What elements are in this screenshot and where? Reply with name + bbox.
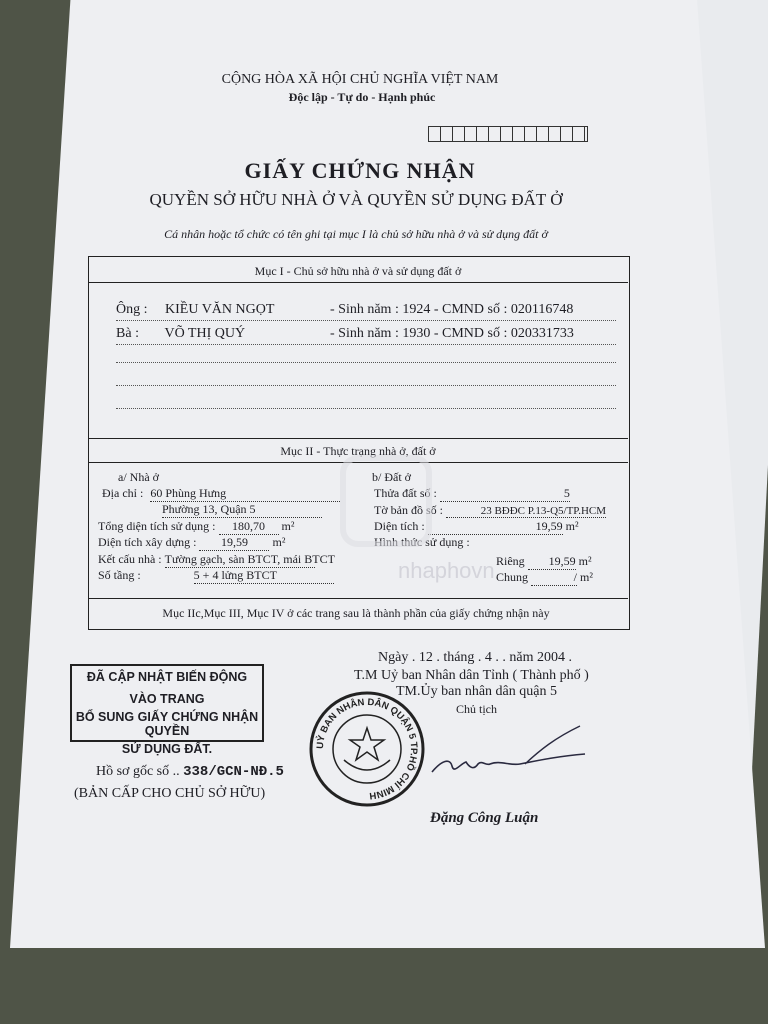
total-area-row: Tổng diện tích sử dụng : 180,70 m² [98, 519, 295, 533]
land-area-row: Diện tích : 19,59 m² [374, 519, 579, 533]
committee-line: T.M Uỷ ban Nhân dân Tỉnh ( Thành phố ) [354, 668, 589, 683]
watermark-text: nhaphovn [398, 558, 495, 583]
section-note: Mục IIc,Mục III, Mục IV ở các trang sau là thành phần của giấy chứng nhận này [162, 606, 550, 620]
owner1-ids: - Sinh năm : 1924 - CMND số : 020116748 [330, 302, 574, 317]
parcel-row: Thửa đất số : 5 [374, 486, 570, 500]
land-label: b/ Đất ở [372, 470, 412, 484]
certificate-subtitle: QUYỀN SỞ HỮU NHÀ Ở VÀ QUYỀN SỬ DỤNG ĐẤT Ở [149, 190, 563, 209]
section2-heading: Mục II - Thực trạng nhà ở, đất ở [280, 444, 436, 458]
usage-row: Hình thức sử dụng : [374, 535, 470, 549]
official-seal [308, 690, 426, 808]
built-area-row: Diện tích xây dựng : 19,59 m² [98, 535, 286, 549]
private-row: Riêng 19,59 m² [496, 554, 592, 568]
watermark-logo-icon [340, 455, 432, 547]
floors-row: Số tầng : 5 + 4 lửng BTCT [98, 568, 334, 584]
divider [88, 438, 628, 439]
motto: Độc lập - Tự do - Hạnh phúc [288, 90, 436, 104]
section1-heading: Mục I - Chủ sở hữu nhà ở và sử dụng đất ở [254, 264, 462, 278]
dotted-line [116, 362, 616, 363]
intro-text: Cá nhân hoặc tổ chức có tên ghi tại mục I là chủ sở hữu nhà ở và sử dụng đất ở [164, 227, 548, 241]
svg-text:UỶ BAN NHÂN DÂN QUẬN 5 TP.HỒ C [315, 697, 419, 801]
divider [88, 598, 628, 599]
map-row: Tờ bản đồ số : 23 BĐĐC P.13-Q5/TP.HCM [374, 503, 607, 517]
seal-text: UỶ BAN NHÂN DÂN QUẬN 5 TP.HỒ CHÍ MINH [314, 696, 420, 802]
owner2-ids: - Sinh năm : 1930 - CMND số : 020331733 [330, 326, 574, 341]
house-label: a/ Nhà ở [118, 470, 159, 484]
republic-header: CỘNG HÒA XÃ HỘI CHỦ NGHĨA VIỆT NAM [221, 72, 499, 87]
update-stamp: ĐÃ CẬP NHẬT BIẾN ĐỘNG VÀO TRANG BỔ SUNG GIẤY CHỨNG NHẬN QUYỀN SỬ DỤNG ĐẤT. [70, 664, 264, 742]
divider [88, 282, 628, 283]
signature [430, 720, 590, 790]
signer-name: Đặng Công Luận [430, 810, 539, 826]
serial-barcode [428, 126, 588, 142]
structure-row: Kết cấu nhà : Tường gạch, sàn BTCT, mái BTCT [98, 552, 335, 566]
dotted-line [116, 385, 616, 386]
owner1-row: Ông : KIỀU VĂN NGỌT [116, 302, 275, 317]
dotted-line [116, 344, 616, 345]
issue-date: Ngày . 12 . tháng . 4 . . năm 2004 . [378, 650, 573, 665]
shared-row: Chung / m² [496, 570, 593, 584]
district-line: TM.Ủy ban nhân dân quận 5 [396, 684, 557, 699]
address-row: Địa chỉ : 60 Phùng Hưng [102, 486, 340, 502]
record-row: Hồ sơ gốc số .. 338/GCN-NĐ.5 [96, 764, 284, 780]
copy-note: (BẢN CẤP CHO CHỦ SỞ HỮU) [74, 786, 266, 801]
owner2-row: Bà : VÕ THỊ QUÝ [116, 326, 246, 341]
dotted-line [116, 320, 616, 321]
dotted-line [116, 408, 616, 409]
address-row-2: Phường 13, Quận 5 [162, 502, 322, 518]
chairman-title: Chủ tịch [456, 702, 497, 716]
certificate-title: GIẤY CHỨNG NHẬN [244, 158, 476, 183]
